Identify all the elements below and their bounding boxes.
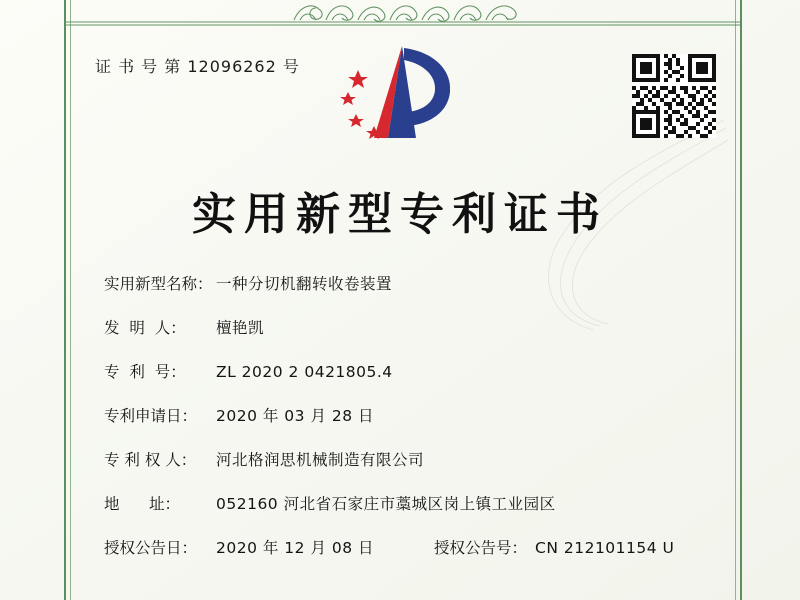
- field-grant-row: [104, 536, 710, 558]
- page-title: 实用新型专利证书: [192, 189, 608, 240]
- field-label: 专 利 号：: [104, 363, 186, 381]
- field-application-date: [104, 404, 710, 426]
- field-grant-number: [434, 536, 674, 558]
- field-grant-date: [104, 536, 434, 558]
- field-label: 地 址：: [104, 495, 181, 513]
- field-value: 檀艳凯: [216, 319, 265, 337]
- field-value: 2020 年 03 月 28 日: [216, 407, 375, 425]
- certificate-fields: [104, 272, 710, 558]
- field-patentee: [104, 448, 710, 470]
- field-value: CN 212101154 U: [535, 539, 675, 557]
- field-label: 授权公告号：: [434, 539, 528, 557]
- field-label: 实用新型名称：: [104, 275, 213, 293]
- field-label: 发 明 人：: [104, 319, 186, 337]
- ornament-band-top: [64, 0, 742, 26]
- field-value: 052160 河北省石家庄市藁城区岗上镇工业园区: [216, 495, 556, 513]
- field-label: 专 利 权 人：: [104, 451, 197, 469]
- field-utility-model-name: [104, 272, 710, 294]
- field-value: 2020 年 12 月 08 日: [216, 539, 375, 557]
- field-address: [104, 492, 710, 514]
- field-value: 河北格润思机械制造有限公司: [216, 451, 425, 469]
- field-value: 一种分切机翻转收卷装置: [216, 275, 393, 293]
- field-value: ZL 2020 2 0421805.4: [216, 363, 393, 381]
- field-inventor: [104, 316, 710, 338]
- field-patent-number: [104, 360, 710, 382]
- certificate-number: 证 书 号 第 12096262 号: [95, 57, 300, 76]
- field-label: 专利申请日：: [104, 407, 198, 425]
- field-label: 授权公告日：: [104, 539, 198, 557]
- patent-emblem: [0, 42, 800, 152]
